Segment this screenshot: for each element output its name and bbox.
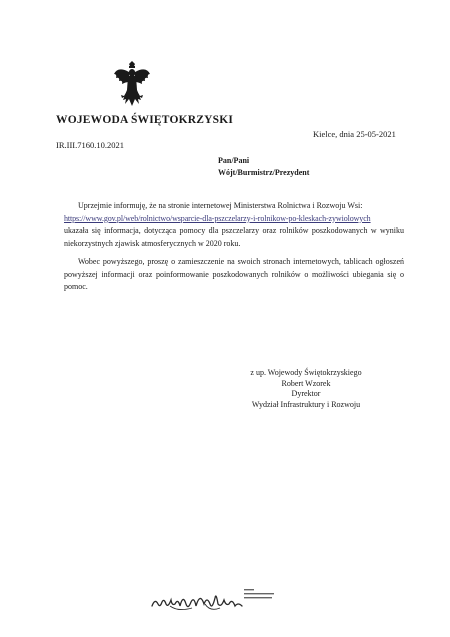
eagle-emblem-icon [112, 60, 152, 110]
place-date: Kielce, dnia 25-05-2021 [313, 129, 396, 139]
issuer-title: WOJEWODA ŚWIĘTOKRZYSKI [56, 114, 234, 126]
reference-number: IR.III.7160.10.2021 [56, 140, 124, 150]
signature-name: Robert Wzorek [281, 378, 331, 388]
paragraph-1 [64, 200, 404, 250]
footer-subtext-lines-icon [244, 588, 278, 602]
letter-body [64, 200, 404, 294]
ministry-link[interactable]: https://www.gov.pl/web/rolnictwo/wsparcie-dla-pszczelarzy-i-rolnikow-po-kleskach-zywiolowych [64, 213, 371, 223]
paragraph-1-rest: ukazała się informacja, dotycząca pomocy dla pszczelarzy oraz rolników poszkodowanych w wyniku niekorzystnych zjawisk atmosferycznych w 2020 roku. [64, 226, 404, 248]
signature-line-1: z up. Wojewody Świętokrzyskiego [250, 368, 362, 377]
signature-department: Wydział Infrastruktury i Rozwoju [251, 399, 361, 409]
footer-subtext-graphic [244, 588, 278, 603]
niepodlegla-logo [150, 584, 250, 614]
signature-block [236, 368, 376, 410]
paragraph-1-intro: Uprzejmie informuję, że na stronie internetowej Ministerstwa Rolnictwa i Rozwoju Wsi: [78, 201, 363, 210]
signature-position: Dyrektor [291, 389, 321, 398]
addressee-line-2: Wójt/Burmistrz/Prezydent [218, 168, 310, 177]
paragraph-2: Wobec powyższego, proszę o zamieszczenie na swoich stronach internetowych, tablicach ogłoszeń powyższej informacji oraz poinformowanie poszkodowanych rolników o możliwości ubiegania się o pomoc. [64, 257, 404, 291]
addressee [218, 155, 309, 179]
addressee-line-1: Pan/Pani [218, 156, 250, 165]
